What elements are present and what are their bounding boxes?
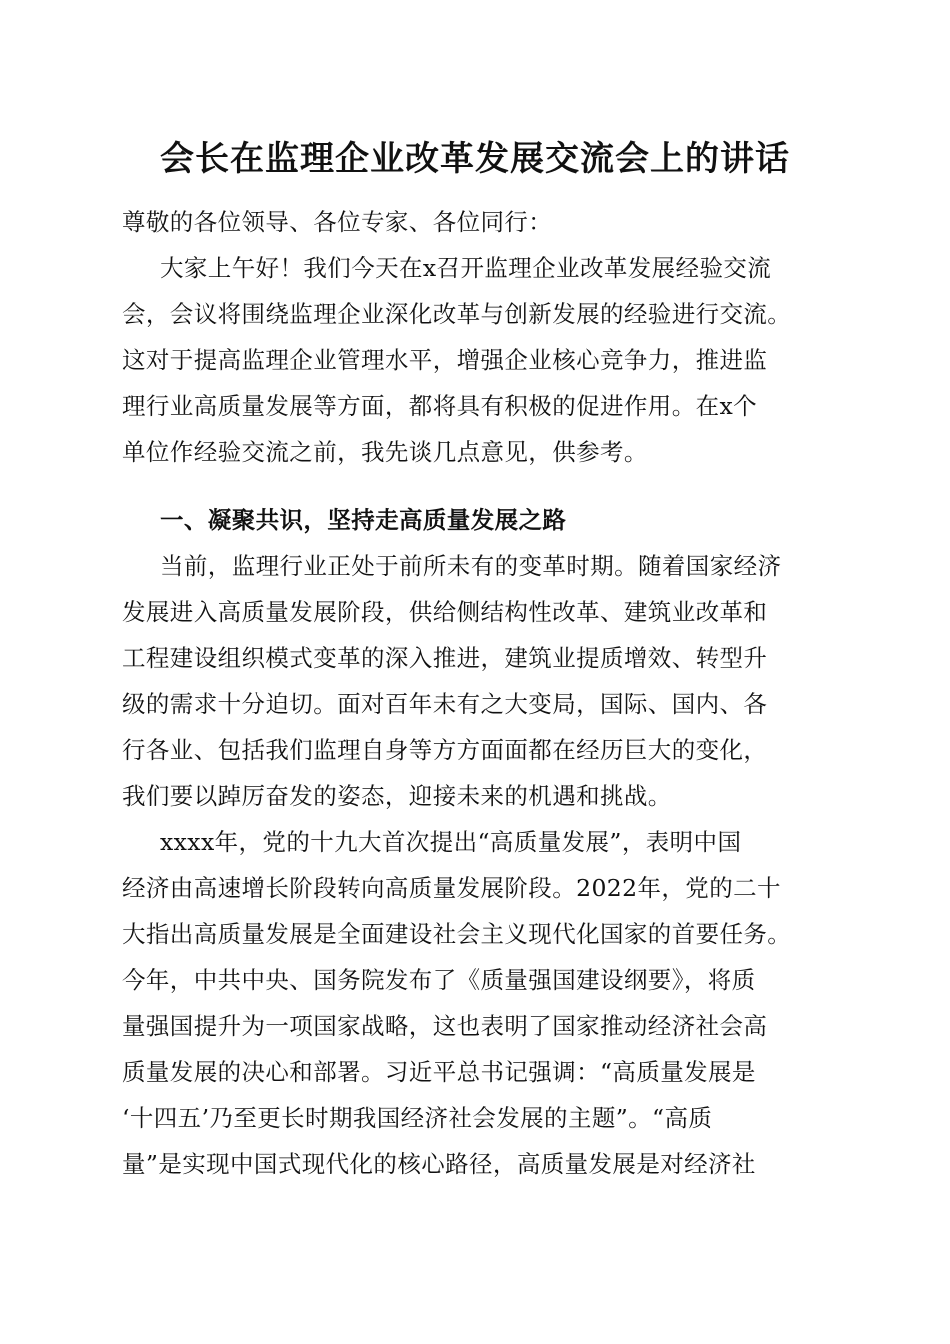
- text-line: 质量发展的决心和部署。习近平总书记强调：“高质量发展是: [122, 1058, 756, 1086]
- text-line: 量强国提升为一项国家战略，这也表明了国家推动经济社会高: [122, 1012, 768, 1040]
- text-line: 理行业高质量发展等方面，都将具有积极的促进作用。在x个: [122, 392, 758, 420]
- text-line: 发展进入高质量发展阶段，供给侧结构性改革、建筑业改革和: [122, 598, 768, 626]
- text-line: 经济由高速增长阶段转向高质量发展阶段。2022年，党的二十: [122, 874, 781, 902]
- text-line: 当前，监理行业正处于前所未有的变革时期。随着国家经济: [160, 552, 782, 580]
- text-line: 大家上午好！我们今天在x召开监理企业改革发展经验交流: [160, 254, 772, 282]
- text-line: 级的需求十分迫切。面对百年未有之大变局，国际、国内、各: [122, 690, 768, 718]
- text-line: 这对于提高监理企业管理水平，增强企业核心竞争力，推进监: [122, 346, 768, 374]
- text-line: 今年，中共中央、国务院发布了《质量强国建设纲要》，将质: [122, 966, 756, 994]
- text-line: 单位作经验交流之前，我先谈几点意见，供参考。: [122, 438, 648, 466]
- document-title: 会长在监理企业改革发展交流会上的讲话: [160, 139, 790, 179]
- text-line: 会，会议将围绕监理企业深化改革与创新发展的经验进行交流。: [122, 300, 792, 328]
- text-line: xxxx年，党的十九大首次提出“高质量发展”，表明中国: [160, 828, 742, 856]
- section-heading: 一、凝聚共识，坚持走高质量发展之路: [160, 506, 567, 534]
- text-line: ‘十四五’乃至更长时期我国经济社会发展的主题”。“高质: [122, 1104, 713, 1132]
- text-line: 量”是实现中国式现代化的核心路径，高质量发展是对经济社: [122, 1150, 756, 1178]
- text-line: 我们要以踔厉奋发的姿态，迎接未来的机遇和挑战。: [122, 782, 672, 810]
- text-line: 行各业、包括我们监理自身等方方面面都在经历巨大的变化，: [122, 736, 768, 764]
- text-line: 工程建设组织模式变革的深入推进，建筑业提质增效、转型升: [122, 644, 768, 672]
- text-line: 大指出高质量发展是全面建设社会主义现代化国家的首要任务。: [122, 920, 792, 948]
- salutation-line: 尊敬的各位领导、各位专家、各位同行：: [122, 208, 553, 236]
